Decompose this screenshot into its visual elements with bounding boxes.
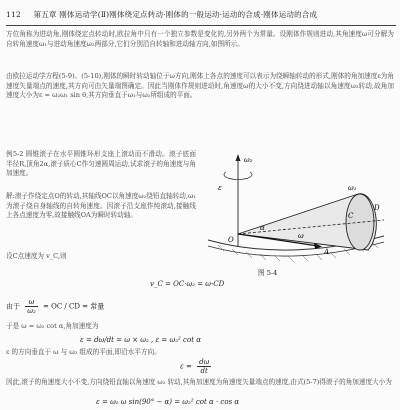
- running-title: 第五章 刚体运动学(Ⅱ)刚体绕定点转动·刚体的一般运动·运动的合成·刚体运动的合成: [33, 10, 318, 19]
- fraction-denominator-dt: dt: [200, 367, 208, 375]
- example-statement: 例5-2 圆锥滚子在水平圆锥环形支座上滚动而不滑动。滚子底面半径R,顶角2α,滚子质心C作匀速圆周运动,试求滚子的角速度与角加速度。: [6, 150, 196, 178]
- label-C: C: [348, 212, 354, 220]
- header-rule: [6, 25, 396, 26]
- figure-cone-roller: [198, 150, 394, 266]
- equation-derivative-prefix: ε =: [180, 362, 192, 371]
- equation-ratio: [6, 298, 104, 315]
- label-D: D: [374, 204, 380, 212]
- fraction-denominator: ω₂: [27, 307, 36, 315]
- equation-ratio-suffix: = OC / CD = 常量: [42, 302, 105, 311]
- label-omega1: ω₁: [348, 184, 357, 192]
- paragraph-direction: ε 的方向垂直于 ω 与 ω₂ 组成的平面,即沿水平方向。: [6, 348, 161, 356]
- paragraph-2: 由欧拉运动学方程(5-9)、(5-10),刚体的瞬时转动轴位于ω方向,刚体上各点的速度可以表示为绕瞬轴转动的形式,刚体的角加速度ε为角速度矢量端点的速度,其方向可由矢量端图确定。因此当刚体作规则进动时,角速度ω的大小不变,方向绕进动轴以角速度ω₂转动,故角加速度大小为ε = ω₂ω₁ sin θ,其方向垂直于ω₁与ω₂所组成的平面。: [6, 72, 394, 100]
- label-omega2: ω₂: [244, 156, 253, 164]
- equation-final: ε = ω₂ ω sin(90° − α) = ω₂² cot α · cos α: [96, 398, 240, 406]
- label-A: A: [324, 248, 330, 256]
- label-omega: ω: [298, 232, 304, 240]
- equation-angular-accel: ε = dω/dt = ω × ω₂ , ε = ω₂² cot α: [80, 336, 201, 344]
- label-alpha: α: [260, 224, 265, 232]
- page-header: [6, 9, 396, 23]
- fraction-omega-ratio: [25, 298, 38, 315]
- paragraph-conclusion: 因此,滚子的角速度大小不变,方向绕铅直轴以角速度 ω₂ 转动,其角加速度为角速度矢量端点的速度,由式(5-7)得滚子的角加速度大小为: [6, 378, 392, 386]
- figure-caption: 图 5-4: [258, 269, 278, 277]
- fraction-numerator-domega: dω: [199, 358, 210, 366]
- equation-derivative: [180, 358, 211, 375]
- paragraph-omega-result: 于是 ω = ω₂ cot α,角加速度为: [6, 322, 99, 330]
- page-number: 112: [6, 10, 21, 19]
- label-O: O: [228, 236, 234, 244]
- omega2-arrow: [236, 154, 241, 161]
- equation-ratio-prefix: 由于: [6, 302, 20, 311]
- fraction-domega-dt: [197, 358, 211, 375]
- paragraph-1: 方位角称为进动角,刚体绕定点转动时,欧拉角中只有一个独立参数是变化的,另外两个为常量。设刚体作规则进动,其角速度ω可分解为自转角速度ω₁与进动角速度ω₂两部分,它们分别沿自转轴和进动轴方向,如图所示。: [6, 30, 394, 48]
- equation-vc: v_C = OC·ω₂ = ω·CD: [150, 280, 225, 288]
- solution-paragraph: 解:滚子作绕定点O的转动,其轴线OC以角速度ω₂绕铅直轴转动,ω₁为滚子绕自身轴线的自转角速度。因滚子沿支座作纯滚动,接触线上各点速度为零,故接触线OA为瞬时转动轴。: [6, 192, 196, 220]
- fraction-numerator: ω: [25, 298, 38, 307]
- paragraph-vc: 设C点速度为 v_C,则: [6, 252, 67, 260]
- label-epsilon: ε: [218, 184, 222, 192]
